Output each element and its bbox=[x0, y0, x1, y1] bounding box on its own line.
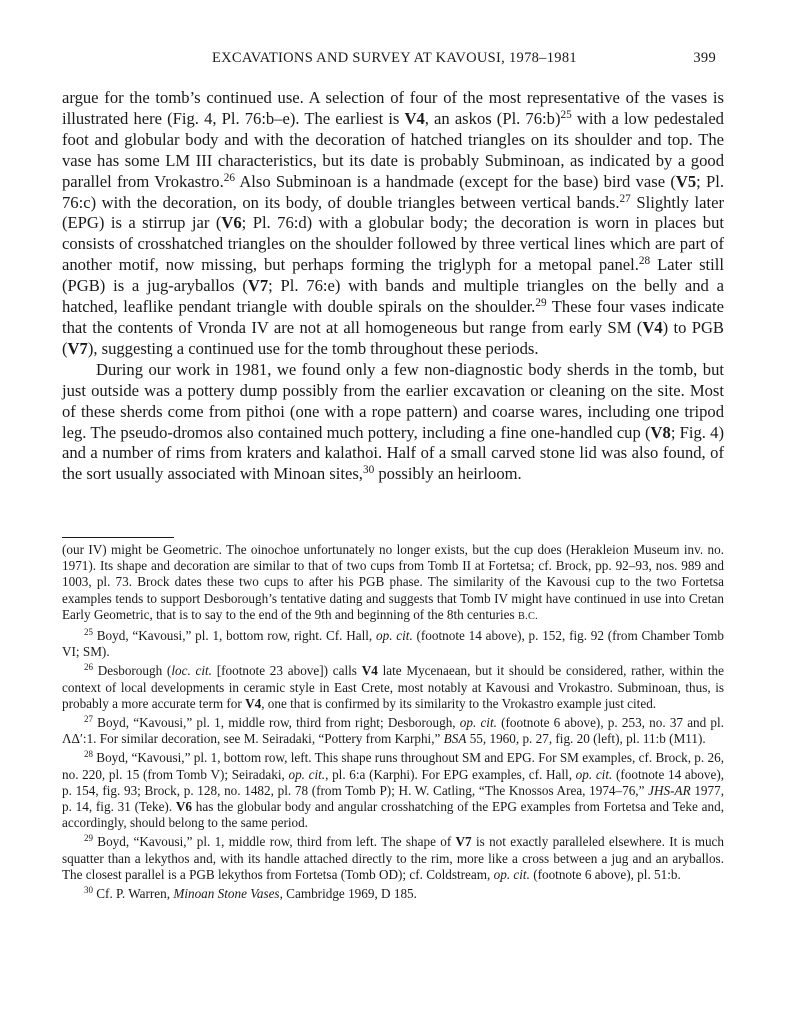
italic-run: BSA bbox=[443, 731, 467, 747]
footnote-ref[interactable]: 29 bbox=[535, 296, 547, 309]
text-run: 1977, p. 14, fig. 31 (Teke). bbox=[62, 782, 724, 815]
italic-run: JHS-AR bbox=[648, 782, 691, 798]
text-run: During our work in 1981, we found only a few non-diagnostic body sherds in the tomb, but just outside was a pottery dump possibly from the earlier excavation or cleaning on the site. Most of these sherds come from pithoi (one with a rope pattern) and coarse wares, including one tripod leg. The pseudo-dromos also contained much pottery, including a fine one-handled cup ( bbox=[62, 359, 724, 442]
text-run: (our IV) might be Geometric. The oinochoe unfortunately no longer exists, but the cup does (Herakleion Museum inv. no. 1971). Its shape and decoration are similar to that of two cups from Tomb II at Fortetsa; cf. Brock, pp. 92–93, nos. 989 and 1003, pl. 73. Brock dates these two cups to after his PGB phase. The similarity of the Kavousi cup to the two Fortetsa examples tends to support Desborough’s tentative dating and suggests that Tomb IV might have continued in use into Cretan Early Geometric, that is to say to the end of the 9th and beginning of the 8th centuries bbox=[62, 542, 724, 622]
footnote-ref[interactable]: 30 bbox=[362, 464, 375, 477]
italic-run: Minoan Stone Vases bbox=[173, 886, 280, 902]
italic-run: op. cit. bbox=[459, 715, 497, 731]
footnote-29 bbox=[62, 834, 724, 883]
footnote-26 bbox=[62, 663, 724, 712]
text-run: Boyd, “Kavousi,” pl. 1, middle row, third from right; Desborough, bbox=[92, 715, 460, 731]
italic-run: op. cit. bbox=[575, 766, 613, 782]
footnote-number: 30 bbox=[84, 885, 93, 896]
text-run: (footnote 6 above), pl. 51:b. bbox=[529, 866, 681, 882]
text-run: ), suggesting a continued use for the tomb throughout these periods. bbox=[87, 338, 539, 358]
text-run: Also Subminoan is a handmade (except for the base) bird vase ( bbox=[234, 171, 676, 191]
running-title: EXCAVATIONS AND SURVEY AT KAVOUSI, 1978–1981 bbox=[212, 50, 577, 66]
footnote-divider bbox=[62, 537, 174, 538]
footnote-ref[interactable]: 26 bbox=[223, 171, 235, 184]
text-run: ; Fig. 4) and a number of rims from kraters and kalathoi. Half of a small carved stone lid was also found, of the sort usually associated with Minoan sites, bbox=[62, 422, 725, 484]
text-run: ; Pl. 76:e) with bands and multiple triangles on the belly and a hatched, leaflike pendant triangle with double spirals on the shoulder. bbox=[62, 276, 724, 317]
footnote-ref[interactable]: 27 bbox=[619, 192, 631, 205]
vase-ref: V4 bbox=[404, 108, 425, 128]
text-run: Boyd, “Kavousi,” pl. 1, bottom row, right. Cf. Hall, bbox=[92, 628, 376, 644]
page-number: 399 bbox=[693, 50, 716, 66]
text-run: , Cambridge 1969, D 185. bbox=[279, 886, 417, 902]
italic-run: op. cit. bbox=[376, 628, 413, 644]
vase-ref: V7 bbox=[247, 276, 269, 296]
text-run: is not exactly paralleled elsewhere. It is much squatter than a lekythos and, with its handle attached directly to the rim, more like a cross between a jug and an aryballos. The closest parallel is a PGB lekythos from Fortetsa (Tomb OD); cf. Coldstream, bbox=[62, 834, 724, 882]
footnote-number: 25 bbox=[84, 627, 93, 638]
text-run: , one that is confirmed by its similarity to the Vrokastro example just cited. bbox=[261, 695, 657, 711]
text-run: (footnote 6 above), p. 253, no. 37 and pl. ΛΔ′:1. For similar decoration, see M. Seiradaki, “Pottery from Karphi,” bbox=[62, 715, 724, 747]
text-run: Slightly later (EPG) is a stirrup jar ( bbox=[62, 192, 724, 233]
vase-ref: V7 bbox=[455, 834, 472, 850]
footnote-30 bbox=[62, 886, 724, 902]
text-run: Later still (PGB) is a jug-aryballos ( bbox=[62, 255, 724, 296]
footnote-number: 27 bbox=[84, 714, 93, 725]
vase-ref: V7 bbox=[67, 338, 88, 358]
italic-run: op. cit. bbox=[288, 766, 326, 782]
footnote-number: 28 bbox=[84, 749, 93, 760]
paragraph-1 bbox=[62, 88, 724, 360]
footnote-number: 26 bbox=[84, 662, 93, 673]
text-run: , an askos (Pl. 76:b) bbox=[424, 108, 561, 128]
text-run: Boyd, “Kavousi,” pl. 1, middle row, third from left. The shape of bbox=[92, 834, 456, 850]
text-run: ) to PGB ( bbox=[62, 317, 724, 358]
footnote-ref[interactable]: 28 bbox=[638, 255, 651, 268]
footnotes bbox=[62, 542, 724, 902]
footnote-25 bbox=[62, 628, 724, 660]
paragraph-2 bbox=[62, 360, 724, 485]
vase-ref: V6 bbox=[175, 799, 193, 815]
footnote-number: 29 bbox=[84, 833, 93, 844]
footnote-27 bbox=[62, 715, 724, 747]
text-run: late Mycenaean, but it should be considered, rather, within the context of local developments in ceramic style in East Crete, most notably at Kavousi and Vrokastro. Subminoan, thus, is probably a more accurate term for bbox=[62, 663, 724, 711]
vase-ref: V5 bbox=[675, 171, 697, 191]
text-run: argue for the tomb’s continued use. A selection of four of the most representative of the vases is illustrated here (Fig. 4, Pl. 76:b–e). The earliest is bbox=[62, 88, 724, 128]
text-run: ; Pl. 76:c) with the decoration, on its body, of double triangles between vertical bands. bbox=[62, 171, 724, 212]
footnote-continuation bbox=[62, 542, 724, 625]
text-run: (footnote 14 above), p. 154, fig. 93; Brock, p. 128, no. 1482, pl. 78 (from Tomb P); H. W. Catling, “The Knossos Area, 1974–76,” bbox=[62, 766, 725, 798]
footnote-ref[interactable]: 25 bbox=[560, 108, 572, 121]
text-run: (footnote 14 above), p. 152, fig. 92 (from Chamber Tomb VI; SM). bbox=[62, 628, 724, 660]
vase-ref: V6 bbox=[221, 213, 242, 233]
vase-ref: V4 bbox=[245, 695, 262, 711]
text-run: has the globular body and angular crosshatching of the EPG examples from Fortetsa and Teke and, accordingly, should belong to the same period. bbox=[62, 799, 724, 831]
italic-run: op. cit. bbox=[493, 866, 530, 882]
text-run: [footnote 23 above]) calls bbox=[211, 663, 362, 679]
vase-ref: V4 bbox=[642, 317, 663, 337]
main-text bbox=[62, 88, 724, 485]
vase-ref: V4 bbox=[361, 663, 378, 679]
text-run: , pl. 6:a (Karphi). For EPG examples, cf. Hall, bbox=[325, 766, 576, 782]
text-run: These four vases indicate that the contents of Vronda IV are not at all homogeneous but range from early SM ( bbox=[62, 297, 724, 337]
footnote-28 bbox=[62, 750, 724, 831]
text-run: Desborough ( bbox=[92, 663, 172, 679]
text-run: ; Pl. 76:d) with a globular body; the decoration is worn in places but consists of crosshatched triangles on the shoulder followed by three vertical lines which are part of another motif, now missing, but perhaps forming the triglyph for a metopal panel. bbox=[62, 213, 725, 275]
text-run: with a low pedestaled foot and globular body and with the decoration of hatched triangles on its shoulder and top. The vase has some LM III characteristics, but its date is probably Subminoan, as indicated by a good parallel from Vrokastro. bbox=[62, 108, 724, 191]
small-caps: B.C. bbox=[517, 610, 539, 622]
text-run: Cf. P. Warren, bbox=[92, 886, 174, 902]
text-run: Boyd, “Kavousi,” pl. 1, bottom row, left. This shape runs throughout SM and EPG. For SM examples, cf. Brock, p. 26, no. 220, pl. 15 (from Tomb V); Seiradaki, bbox=[62, 750, 724, 782]
italic-run: loc. cit. bbox=[171, 663, 212, 679]
vase-ref: V8 bbox=[650, 422, 671, 442]
text-run: possibly an heirloom. bbox=[374, 464, 522, 484]
text-run: 55, 1960, p. 27, fig. 20 (left), pl. 11:b (M11). bbox=[466, 731, 706, 747]
